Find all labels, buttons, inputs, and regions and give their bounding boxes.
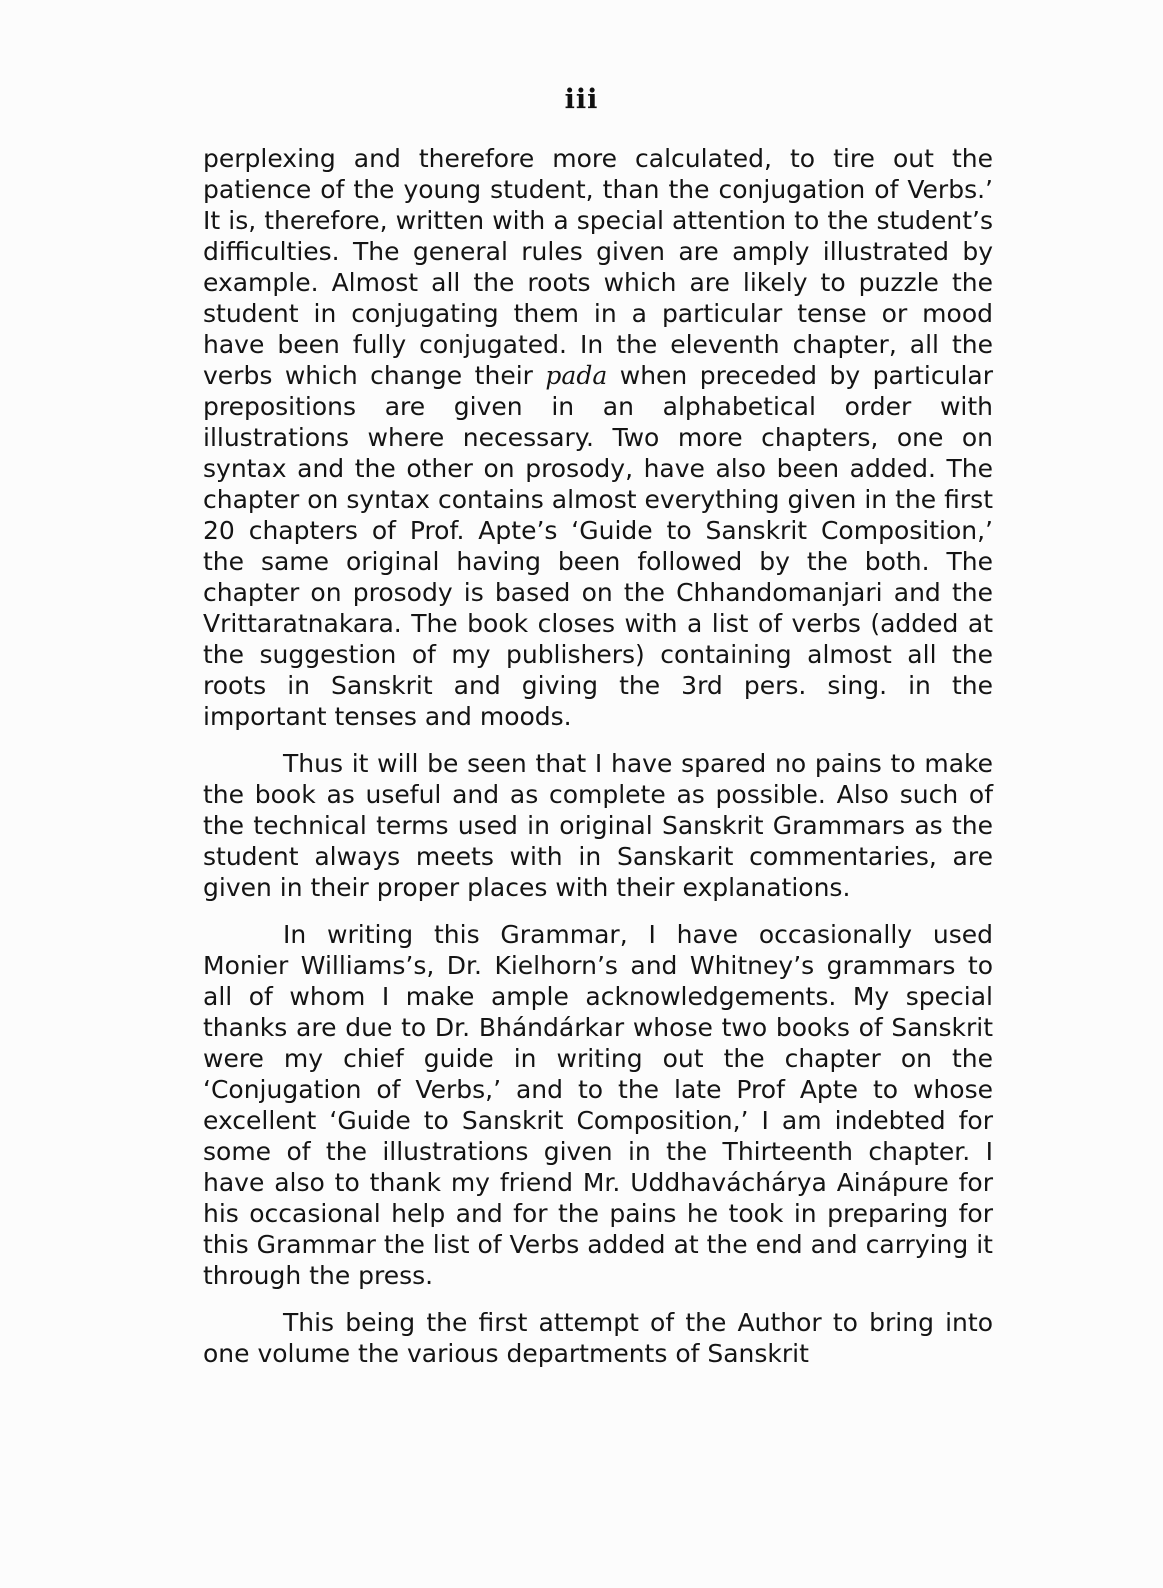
- italic-term: pada: [545, 361, 608, 390]
- page-number: iii: [564, 84, 599, 115]
- paragraph-text-part: perplexing and therefore more calculated, to tire out the patience of the young student, than the conjugation of Verbs.’ It is, therefore, written with a special attention to the student’s difficulties. The general rules given are amply illustrated by example. Almost all the roots which are likely to puzzle the student in conjugating them in a particular tense or mood have been fully conjugated. In the eleventh chapter, all the verbs which change their: [203, 144, 993, 390]
- paragraph: This being the first attempt of the Author to bring into one volume the various departments of Sanskrit: [203, 1308, 993, 1368]
- paragraph-continued: [203, 143, 993, 732]
- paragraph: In writing this Grammar, I have occasionally used Monier Williams’s, Dr. Kielhorn’s and Whitney’s grammars to all of whom I make ample acknowledgements. My special thanks are due to Dr. Bhándárkar whose two books of Sanskrit were my chief guide in writing out the chapter on the ‘Conjugation of Verbs,’ and to the late Prof Apte to whose excellent ‘Guide to Sanskrit Composition,’ I am indebted for some of the illustrations given in the Thirteenth chapter. I have also to thank my friend Mr. Uddhaváchárya Ainápure for his occasional help and for the pains he took in preparing for this Grammar the list of Verbs added at the end and carrying it through the press.: [203, 920, 993, 1290]
- paragraph-text-part: when preceded by particular prepositions are given in an alphabetical order with illustrations where necessary. Two more chapters, one on syntax and the other on prosody, have also been added. The chapter on syntax contains almost everything given in the first 20 chapters of Prof. Apte’s ‘Guide to Sanskrit Composition,’ the same original having been followed by the both. The chapter on prosody is based on the Chhandomanjari and the Vrittaratnakara. The book closes with a list of verbs (added at the suggestion of my publishers) containing almost all the roots in Sanskrit and giving the 3rd pers. sing. in the important tenses and moods.: [203, 361, 993, 731]
- paragraph: Thus it will be seen that I have spared no pains to make the book as useful and as complete as possible. Also such of the technical terms used in original Sanskrit Grammars as the student always meets with in Sanskarit commentaries, are given in their proper places with their explanations.: [203, 749, 993, 902]
- body-text: [203, 143, 993, 1369]
